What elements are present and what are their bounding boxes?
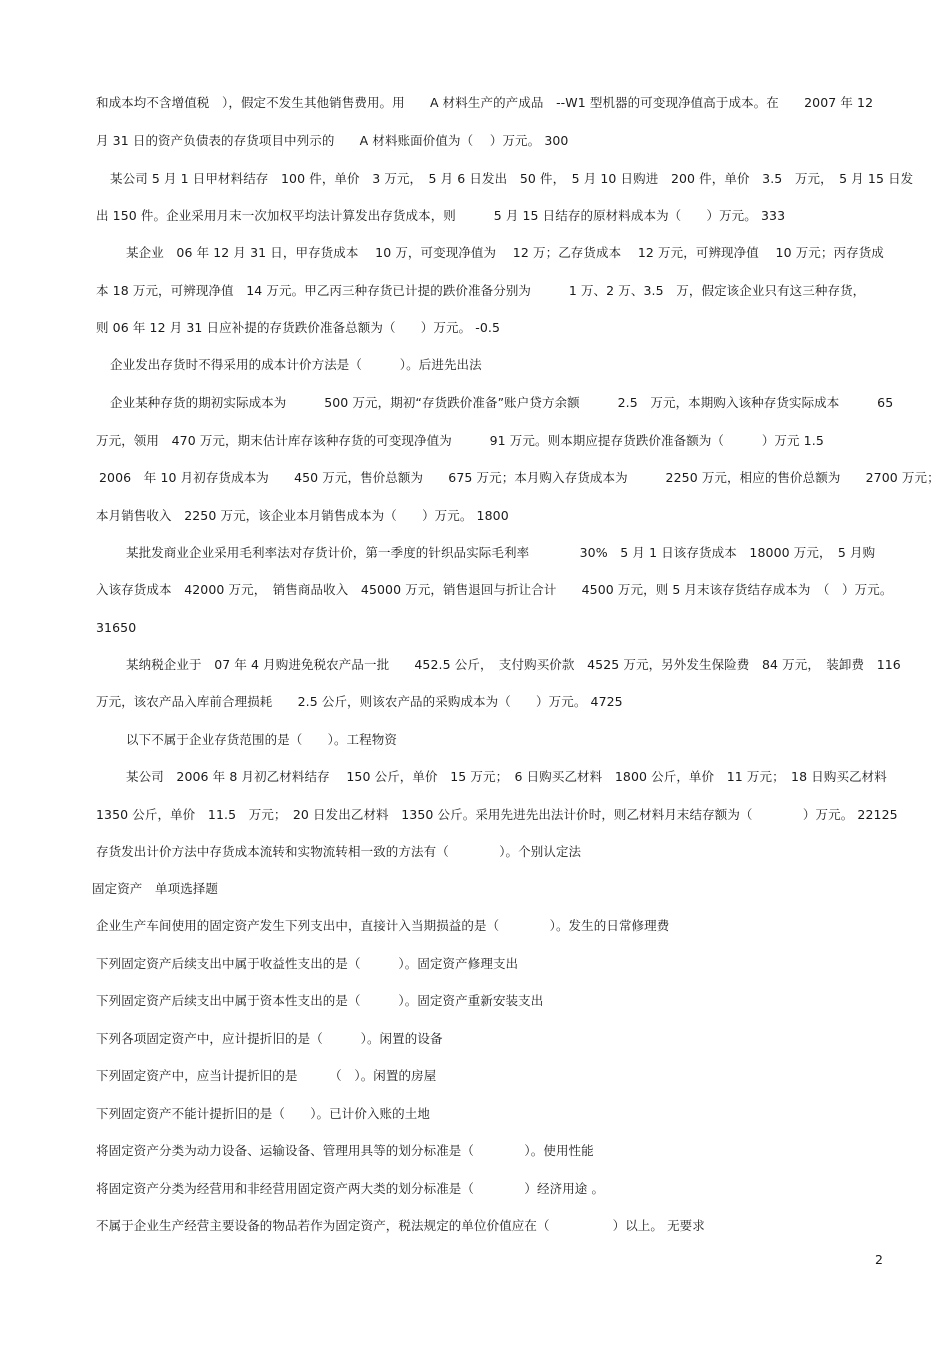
text-line: 某公司 5 月 1 日甲材料结存 100 件，单价 3 万元， 5 月 6 日发出 50 件， 5 月 10 日购进 200 件，单价 3.5 万元， 5 月 15 日发 (110, 171, 914, 186)
text-line: 存货发出计价方法中存货成本流转和实物流转相一致的方法有（ ）。个别认定法 (96, 844, 582, 859)
text-line: 下列固定资产不能计提折旧的是（ ）。已计价入账的土地 (96, 1106, 430, 1121)
text-line: 出 150 件。企业采用月末一次加权平均法计算发出存货成本，则 5 月 15 日结存的原材料成本为（ ）万元。 333 (96, 208, 786, 223)
text-line: 万元，该农产品入库前合理损耗 2.5 公斤，则该农产品的采购成本为（ ）万元。 4725 (96, 694, 623, 709)
text-line: 31650 (96, 620, 137, 635)
text-line: 下列固定资产中，应当计提折旧的是 （ ）。闲置的房屋 (96, 1068, 437, 1083)
text-line: 某纳税企业于 07 年 4 月购进免税农产品一批 452.5 公斤， 支付购买价款 4525 万元，另外发生保险费 84 万元， 装卸费 116 (126, 657, 901, 672)
text-line: 某企业 06 年 12 月 31 日，甲存货成本 10 万，可变现净值为 12 万；乙存货成本 12 万元，可辨现净值 10 万元；丙存货成 (126, 245, 884, 260)
text-line: 月 31 日的资产负债表的存货项目中列示的 A 材料账面价值为（ ）万元。 300 (96, 133, 569, 148)
text-line: 企业某种存货的期初实际成本为 500 万元，期初“存货跌价准备”账户贷方余额 2.5 万元，本期购入该种存货实际成本 65 (110, 395, 894, 410)
text-line: 企业发出存货时不得采用的成本计价方法是（ ）。后进先出法 (110, 357, 482, 372)
text-line: 某公司 2006 年 8 月初乙材料结存 150 公斤，单价 15 万元； 6 日购买乙材料 1800 公斤，单价 11 万元； 18 日购买乙材料 (126, 769, 887, 784)
text-line: 某批发商业企业采用毛利率法对存货计价，第一季度的针织品实际毛利率 30% 5 月 1 日该存货成本 18000 万元， 5 月购 (126, 545, 876, 560)
text-line: 下列各项固定资产中，应计提折旧的是（ ）。闲置的设备 (96, 1031, 443, 1046)
text-line: 1350 公斤，单价 11.5 万元； 20 日发出乙材料 1350 公斤。采用先进先出法计价时，则乙材料月末结存额为（ ）万元。 22125 (96, 807, 898, 822)
text-line: 下列固定资产后续支出中属于资本性支出的是（ ）。固定资产重新安装支出 (96, 993, 544, 1008)
text-line: 下列固定资产后续支出中属于收益性支出的是（ ）。固定资产修理支出 (96, 956, 519, 971)
text-line: 不属于企业生产经营主要设备的物品若作为固定资产，税法规定的单位价值应在（ ）以上。 无要求 (96, 1218, 705, 1233)
text-line: 2006 年 10 月初存货成本为 450 万元，售价总额为 675 万元；本月购入存货成本为 2250 万元，相应的售价总额为 2700 万元； (99, 470, 940, 485)
text-line: 将固定资产分类为动力设备、运输设备、管理用具等的划分标准是（ ）。使用性能 (96, 1143, 594, 1158)
section-heading: 固定资产 单项选择题 (92, 881, 219, 896)
text-line: 本月销售收入 2250 万元，该企业本月销售成本为（ ）万元。 1800 (96, 508, 509, 523)
text-line: 则 06 年 12 月 31 日应补提的存货跌价准备总额为（ ）万元。 -0.5 (96, 320, 501, 335)
text-line: 企业生产车间使用的固定资产发生下列支出中，直接计入当期损益的是（ ）。发生的日常修理费 (96, 918, 670, 933)
text-line: 入该存货成本 42000 万元， 销售商品收入 45000 万元，销售退回与折让合计 4500 万元，则 5 月末该存货结存成本为 （ ）万元。 (96, 582, 893, 597)
text-line: 万元，领用 470 万元，期末估计库存该种存货的可变现净值为 91 万元。则本期应提存货跌价准备额为（ ）万元 1.5 (96, 433, 824, 448)
text-line: 和成本均不含增值税 ），假定不发生其他销售费用。用 A 材料生产的产成品 --W1 型机器的可变现净值高于成本。在 2007 年 12 (96, 95, 874, 110)
page-number: 2 (875, 1252, 883, 1267)
text-line: 本 18 万元，可辨现净值 14 万元。甲乙丙三种存货已计提的跌价准备分别为 1 万、2 万、3.5 万，假定该企业只有这三种存货， (96, 283, 866, 298)
text-line: 以下不属于企业存货范围的是（ ）。工程物资 (126, 732, 397, 747)
text-line: 将固定资产分类为经营用和非经营用固定资产两大类的划分标准是（ ）经济用途 。 (96, 1181, 605, 1196)
